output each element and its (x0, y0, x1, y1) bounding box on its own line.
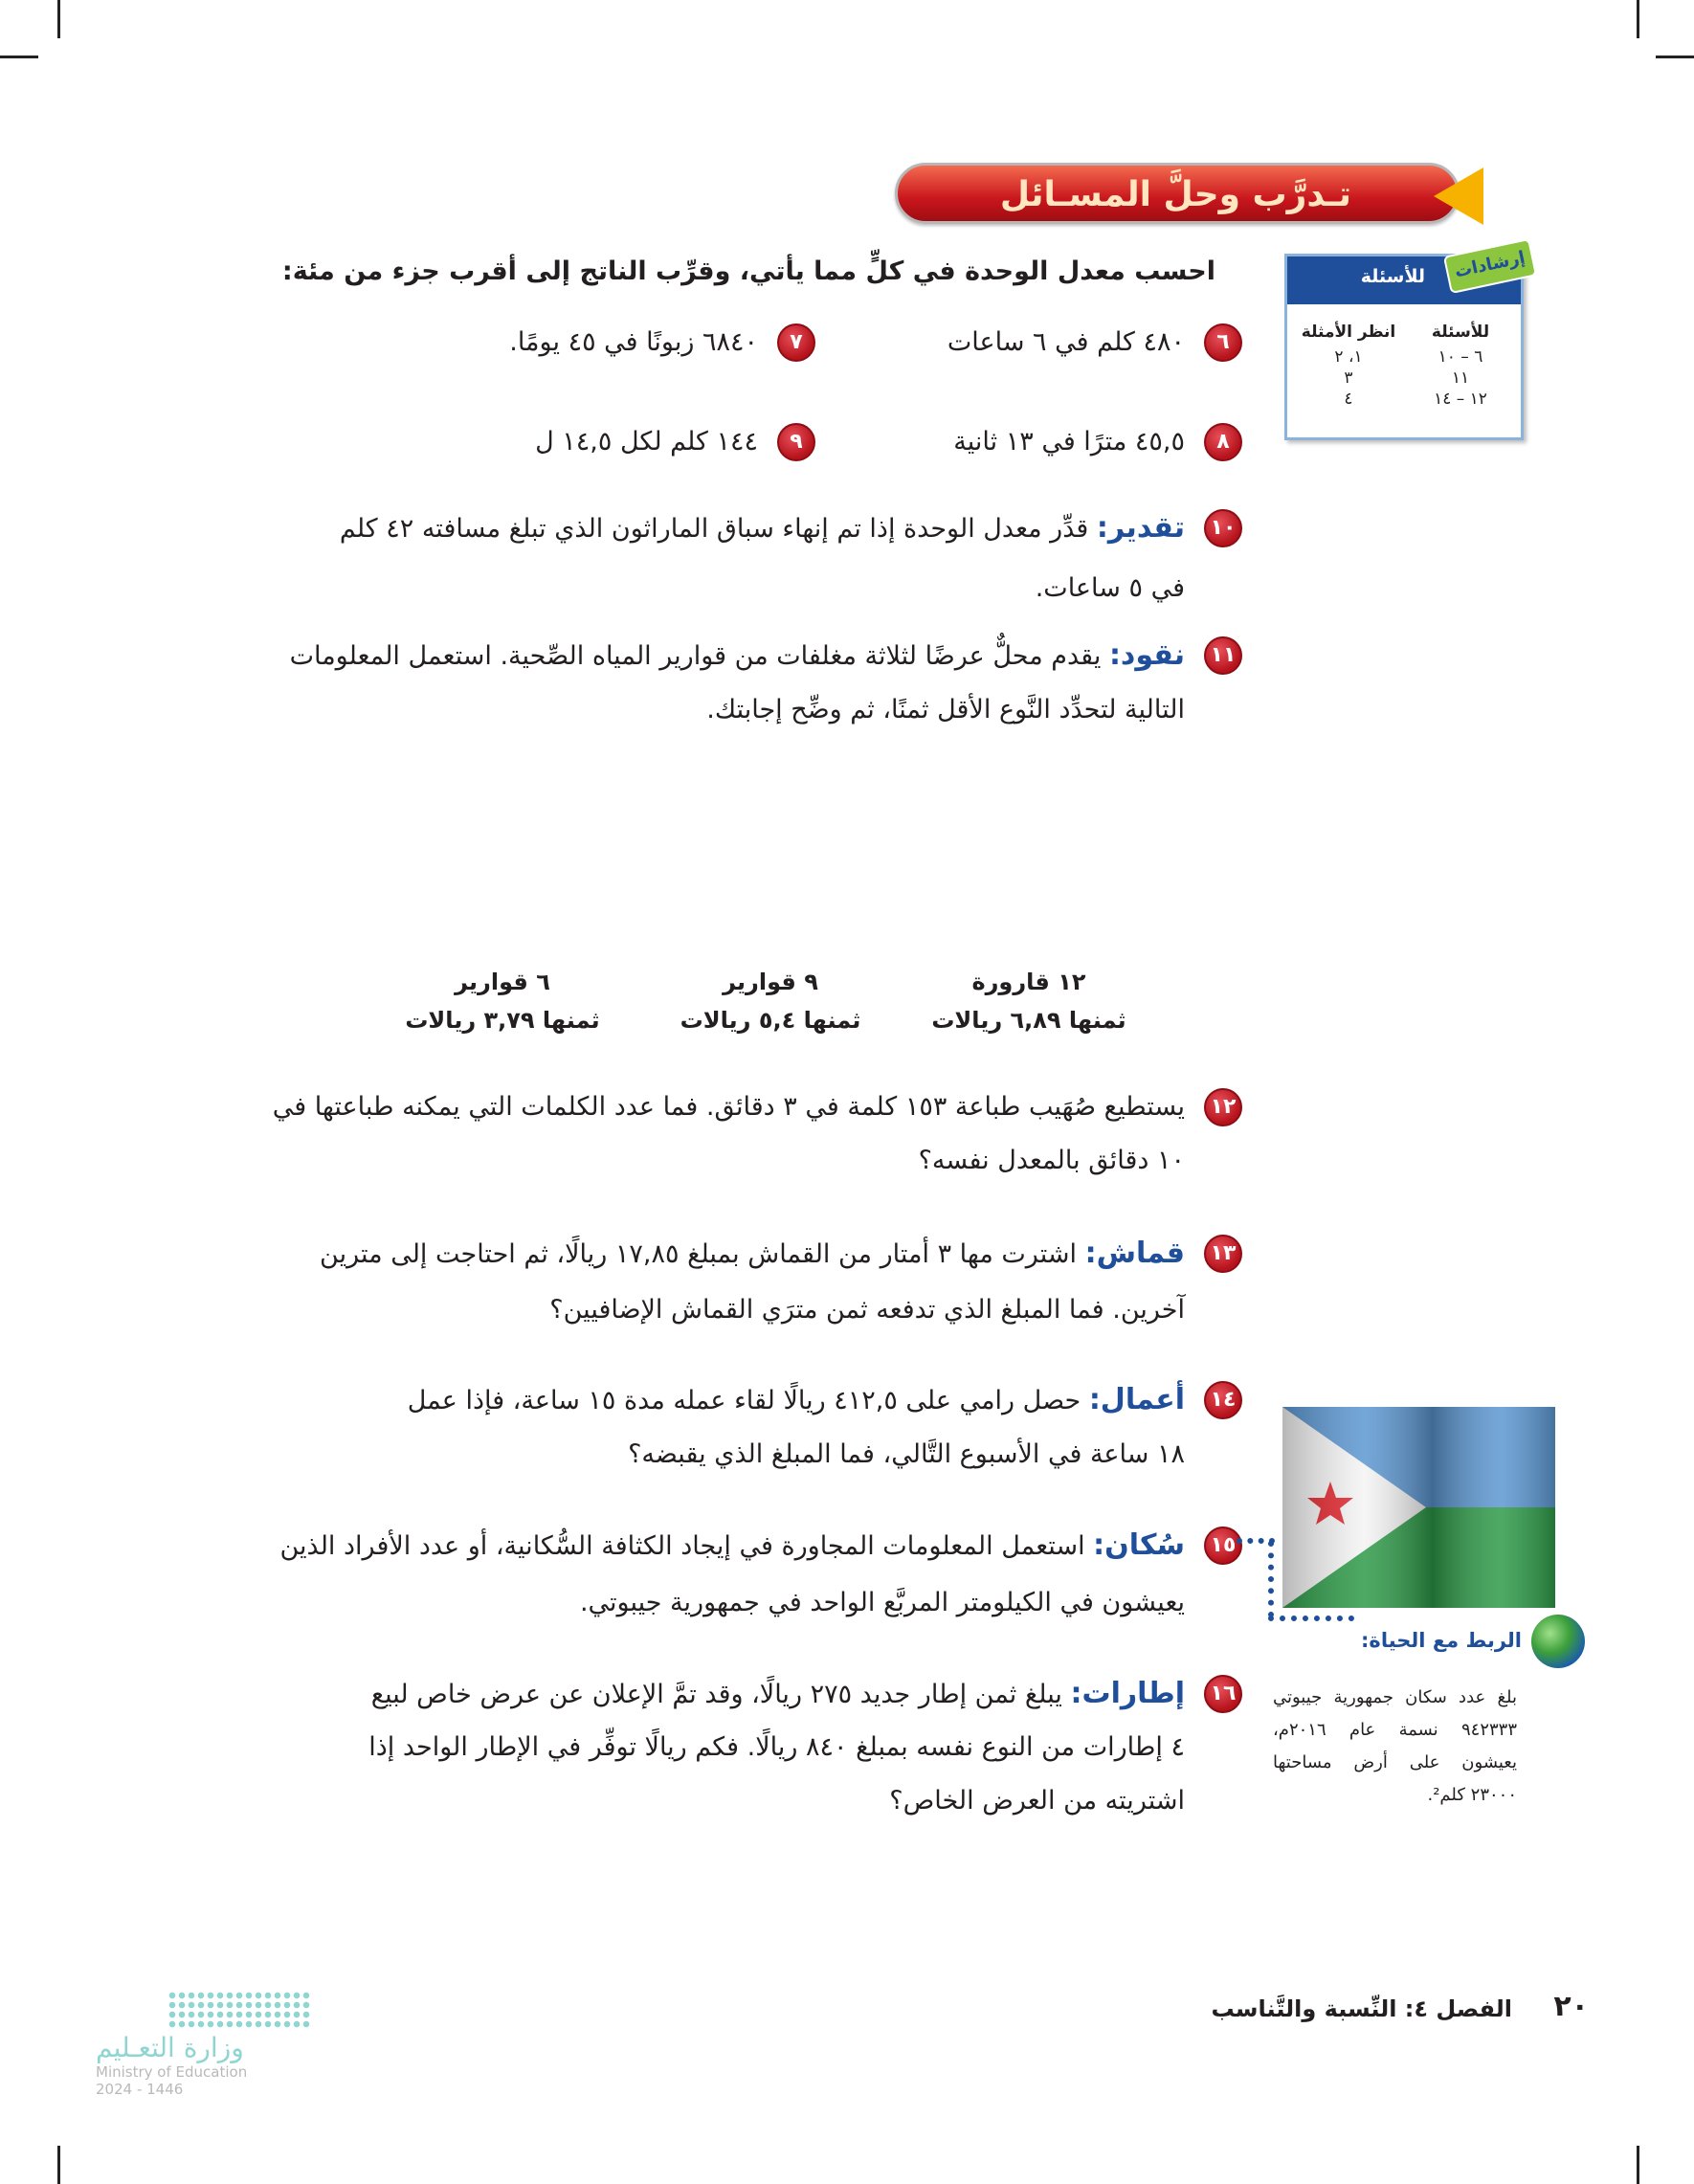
pack-9-price: ثمنها ٥,٤ ريالات (680, 1007, 861, 1034)
hint-header-text: للأسئلة (1360, 266, 1425, 287)
instruction-text: احسب معدل الوحدة في كلٍّ مما يأتي، وقرِّب الناتج إلى أقرب جزء من مئة: (281, 256, 1215, 286)
question-11-line-1 (290, 636, 1185, 676)
question-number: ٨ (1204, 423, 1242, 461)
question-keyword: سُكان: (1093, 1528, 1185, 1562)
question-16-line-2: ٤ إطارات من النوع نفسه بمبلغ ٨٤٠ ريالًا. فكم ريالًا توفِّر في الإطار الواحد إذا (368, 1732, 1185, 1762)
question-number: ٦ (1204, 323, 1242, 362)
question-15-line-1 (279, 1527, 1185, 1566)
life-connection-text: بلغ عدد سكان جمهورية جيبوتي ٩٤٢٣٣٣ نسمة عام ٢٠١٦م، يعيشون على أرض مساحتها ٢٣٠٠٠ كلم². (1273, 1687, 1517, 1805)
question-number: ١١ (1204, 636, 1242, 675)
crop-mark (57, 2146, 60, 2184)
ministry-year: 2024 - 1446 (96, 2081, 184, 2098)
question-number: ١٢ (1204, 1088, 1242, 1126)
question-keyword: تقدير: (1096, 511, 1185, 545)
question-text: حصل رامي على ٤١٢,٥ ريالًا لقاء عمله مدة ١٥ ساعة، فإذا عمل (407, 1386, 1081, 1415)
question-6-text: ٤٨٠ كلم في ٦ ساعات (947, 327, 1185, 357)
question-text: اشترت مها ٣ أمتار من القماش بمبلغ ١٧,٨٥ ريالًا، ثم احتاجت إلى مترين (320, 1239, 1077, 1269)
ministry-name-ar: وزارة التعـليم (96, 2032, 244, 2063)
section-banner (895, 163, 1460, 224)
question-number: ٧ (777, 323, 815, 362)
question-number: ١٤ (1204, 1381, 1242, 1419)
life-connection-title: الربط مع الحياة: (1361, 1629, 1522, 1652)
hint-cell: ١، ٢ (1334, 347, 1363, 367)
section-title: تـدرَّب وحلَّ المسـائل (999, 175, 1351, 214)
question-text: قدِّر معدل الوحدة إذا تم إنهاء سباق الماراثون الذي تبلغ مسافته ٤٢ كلم (339, 514, 1089, 544)
question-number: ١٥ (1204, 1527, 1242, 1565)
question-number: ١٦ (1204, 1675, 1242, 1713)
hint-cell: ٦ – ١٠ (1438, 347, 1483, 367)
question-14-line-1 (408, 1381, 1185, 1420)
question-9-text: ١٤٤ كلم لكل ١٤,٥ ل (535, 427, 758, 457)
connector-dots (1268, 1541, 1274, 1617)
question-7-text: ٦٨٤٠ زبونًا في ٤٥ يومًا. (509, 327, 758, 357)
hint-cell: ٣ (1344, 368, 1353, 388)
question-12-line-1: يستطيع صُهَيب طباعة ١٥٣ كلمة في ٣ دقائق. فما عدد الكلمات التي يمكنه طباعتها في (272, 1092, 1185, 1122)
hint-examples-column (1296, 322, 1401, 410)
question-keyword: نقود: (1108, 638, 1185, 672)
hint-box (1284, 247, 1527, 440)
globe-icon (1531, 1615, 1585, 1668)
question-14-line-2: ١٨ ساعة في الأسبوع التَّالي، فما المبلغ الذي يقبضه؟ (628, 1439, 1185, 1469)
question-keyword: إطارات: (1070, 1677, 1185, 1710)
pack-6-price: ثمنها ٣,٧٩ ريالات (405, 1007, 600, 1034)
question-number: ١٣ (1204, 1235, 1242, 1273)
question-13-line-1 (320, 1235, 1185, 1274)
question-10-line-2: في ٥ ساعات. (1035, 573, 1185, 603)
djibouti-flag-image (1282, 1407, 1555, 1608)
pack-12-price: ثمنها ٦,٨٩ ريالات (931, 1007, 1126, 1034)
crop-mark (57, 0, 60, 38)
crop-mark (1637, 0, 1639, 38)
hint-cell: ٤ (1344, 390, 1353, 409)
crop-mark (1656, 56, 1694, 58)
crop-mark (0, 56, 38, 58)
question-13-line-2: آخرين. فما المبلغ الذي تدفعه ثمن مترَي القماش الإضافيين؟ (549, 1295, 1185, 1325)
ministry-logo (96, 1986, 287, 2098)
question-8-text: ٤٥,٥ مترًا في ١٣ ثانية (953, 427, 1185, 457)
hint-column-title: للأسئلة (1431, 323, 1490, 342)
question-16-line-1 (371, 1675, 1185, 1714)
hint-questions-column (1408, 322, 1513, 410)
pack-9-count: ٩ قوارير (723, 969, 818, 995)
hint-column-title: انظر الأمثلة (1301, 323, 1396, 342)
pack-6-count: ٦ قوارير (455, 969, 550, 995)
crop-mark (1637, 2146, 1639, 2184)
arrow-icon (1434, 167, 1483, 225)
hint-badge: إرشادات (1443, 238, 1537, 294)
connector-dots (1268, 1616, 1354, 1621)
ministry-name-en: Ministry of Education (96, 2063, 248, 2081)
question-16-line-3: اشتريته من العرض الخاص؟ (889, 1786, 1185, 1816)
question-text: استعمل المعلومات المجاورة في إيجاد الكثافة السُّكانية، أو عدد الأفراد الذين (279, 1531, 1085, 1561)
question-number: ٩ (777, 423, 815, 461)
question-number: ١٠ (1204, 509, 1242, 547)
question-keyword: قماش: (1084, 1237, 1185, 1270)
question-11-line-2: التالية لتحدِّد النَّوع الأقل ثمنًا، ثم وضِّح إجابتك. (706, 695, 1185, 724)
hint-cell: ١٢ – ١٤ (1434, 390, 1487, 409)
question-text: يبلغ ثمن إطار جديد ٢٧٥ ريالًا، وقد تمَّ الإعلان عن عرض خاص لبيع (370, 1680, 1062, 1709)
question-text: يقدم محلٌّ عرضًا لثلاثة مغلفات من قوارير المياه الصِّحية. استعمل المعلومات (289, 641, 1102, 671)
page-number: ٢٠ (1553, 1990, 1589, 2023)
hint-cell: ١١ (1451, 368, 1470, 388)
question-15-line-2: يعيشون في الكيلومتر المربَّع الواحد في جمهورية جيبوتي. (579, 1588, 1185, 1617)
question-10-line-1 (340, 509, 1185, 548)
chapter-title: الفصل ٤: النِّسبة والتَّناسب (1211, 1995, 1512, 2022)
question-keyword: أعمال: (1088, 1383, 1185, 1416)
question-12-line-2: ١٠ دقائق بالمعدل نفسه؟ (918, 1146, 1185, 1175)
pack-12-count: ١٢ قارورة (971, 969, 1086, 995)
